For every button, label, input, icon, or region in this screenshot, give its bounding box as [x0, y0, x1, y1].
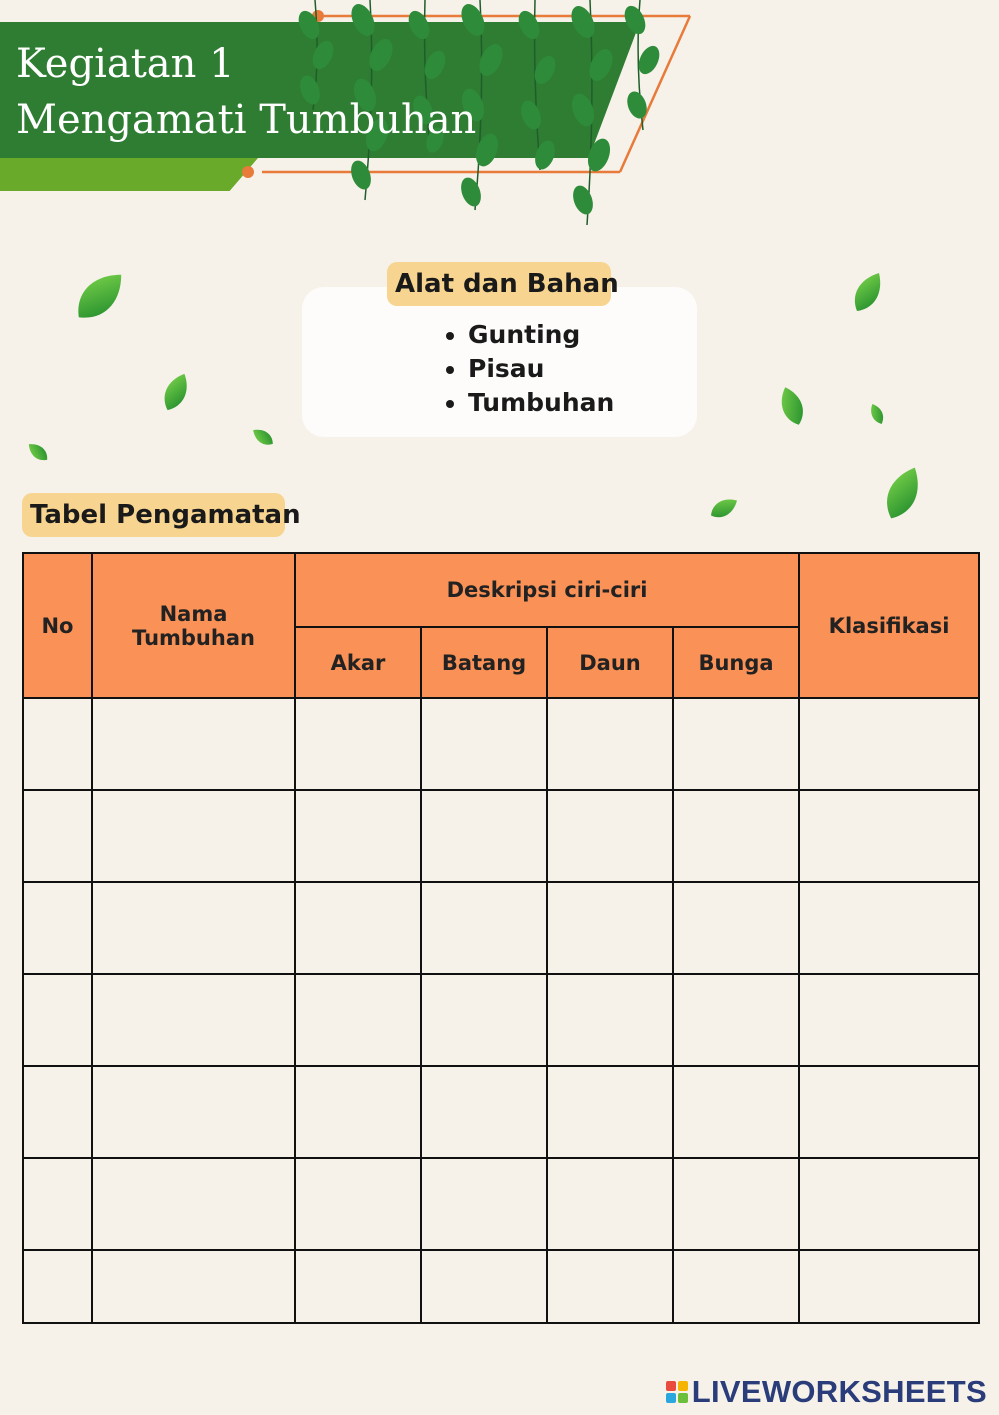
table-cell[interactable]: [547, 882, 673, 974]
column-header-akar: Akar: [295, 627, 421, 698]
falling-leaf-icon: [68, 264, 132, 328]
falling-leaf-icon: [776, 384, 808, 428]
table-cell[interactable]: [92, 882, 295, 974]
page-title-line2: Mengamati Tumbuhan: [16, 97, 477, 143]
column-header-deskripsi: Deskripsi ciri-ciri: [295, 553, 799, 627]
table-cell[interactable]: [421, 1250, 547, 1323]
table-cell[interactable]: [673, 698, 799, 790]
falling-leaf-icon: [848, 268, 888, 317]
table-cell[interactable]: [421, 790, 547, 882]
table-cell[interactable]: [799, 1250, 979, 1323]
table-cell[interactable]: [547, 1250, 673, 1323]
falling-leaf-icon: [25, 440, 51, 465]
column-header-nama: Nama Tumbuhan: [92, 553, 295, 698]
table-cell[interactable]: [421, 1066, 547, 1158]
table-cell[interactable]: [799, 1066, 979, 1158]
table-cell[interactable]: [23, 882, 92, 974]
table-cell[interactable]: [92, 698, 295, 790]
table-cell[interactable]: [547, 790, 673, 882]
table-cell[interactable]: [92, 1158, 295, 1250]
table-cell[interactable]: [92, 1066, 295, 1158]
table-cell[interactable]: [23, 790, 92, 882]
table-cell[interactable]: [547, 974, 673, 1066]
table-cell[interactable]: [673, 1250, 799, 1323]
observation-table: [22, 552, 980, 1324]
table-cell[interactable]: [295, 1250, 421, 1323]
table-cell[interactable]: [295, 698, 421, 790]
column-header-bunga: Bunga: [673, 627, 799, 698]
falling-leaf-icon: [868, 402, 887, 426]
table-cell[interactable]: [421, 698, 547, 790]
table-row: [23, 974, 979, 1066]
table-cell[interactable]: [547, 1066, 673, 1158]
page-title-line1: Kegiatan 1: [16, 41, 235, 87]
list-item: • Tumbuhan: [468, 386, 614, 420]
table-cell[interactable]: [421, 974, 547, 1066]
list-item: • Pisau: [468, 352, 614, 386]
table-cell[interactable]: [799, 882, 979, 974]
logo-text: LIVEWORKSHEETS: [691, 1374, 987, 1409]
table-cell[interactable]: [295, 974, 421, 1066]
falling-leaf-icon: [250, 425, 277, 449]
falling-leaf-icon: [159, 370, 194, 414]
table-row: [23, 1250, 979, 1323]
table-row: [23, 882, 979, 974]
table-row: [23, 790, 979, 882]
list-item: • Gunting: [468, 318, 614, 352]
column-header-batang: Batang: [421, 627, 547, 698]
table-cell[interactable]: [799, 790, 979, 882]
table-cell[interactable]: [673, 1158, 799, 1250]
liveworksheets-logo[interactable]: [666, 1372, 987, 1412]
table-cell[interactable]: [92, 790, 295, 882]
column-header-no: No: [23, 553, 92, 698]
table-cell[interactable]: [547, 1158, 673, 1250]
falling-leaf-icon: [707, 494, 740, 522]
tools-heading: Alat dan Bahan: [387, 262, 611, 306]
table-cell[interactable]: [799, 1158, 979, 1250]
table-cell[interactable]: [92, 1250, 295, 1323]
table-row: [23, 1158, 979, 1250]
column-header-daun: Daun: [547, 627, 673, 698]
table-cell[interactable]: [673, 790, 799, 882]
table-cell[interactable]: [421, 1158, 547, 1250]
table-cell[interactable]: [799, 974, 979, 1066]
falling-leaf-icon: [879, 462, 927, 524]
table-row: [23, 698, 979, 790]
table-cell[interactable]: [295, 1066, 421, 1158]
table-cell[interactable]: [547, 698, 673, 790]
table-cell[interactable]: [23, 698, 92, 790]
table-row: [23, 1066, 979, 1158]
table-cell[interactable]: [799, 698, 979, 790]
table-cell[interactable]: [295, 882, 421, 974]
liveworksheets-logo-icon: [666, 1381, 688, 1403]
table-cell[interactable]: [92, 974, 295, 1066]
table-cell[interactable]: [673, 1066, 799, 1158]
table-cell[interactable]: [23, 1250, 92, 1323]
table-heading: Tabel Pengamatan: [22, 493, 285, 537]
tools-list: [440, 318, 614, 420]
table-cell[interactable]: [23, 974, 92, 1066]
table-cell[interactable]: [421, 882, 547, 974]
table-cell[interactable]: [673, 974, 799, 1066]
table-cell[interactable]: [295, 1158, 421, 1250]
table-cell[interactable]: [23, 1066, 92, 1158]
table-cell[interactable]: [295, 790, 421, 882]
table-cell[interactable]: [673, 882, 799, 974]
table-cell[interactable]: [23, 1158, 92, 1250]
column-header-klasifikasi: Klasifikasi: [799, 553, 979, 698]
